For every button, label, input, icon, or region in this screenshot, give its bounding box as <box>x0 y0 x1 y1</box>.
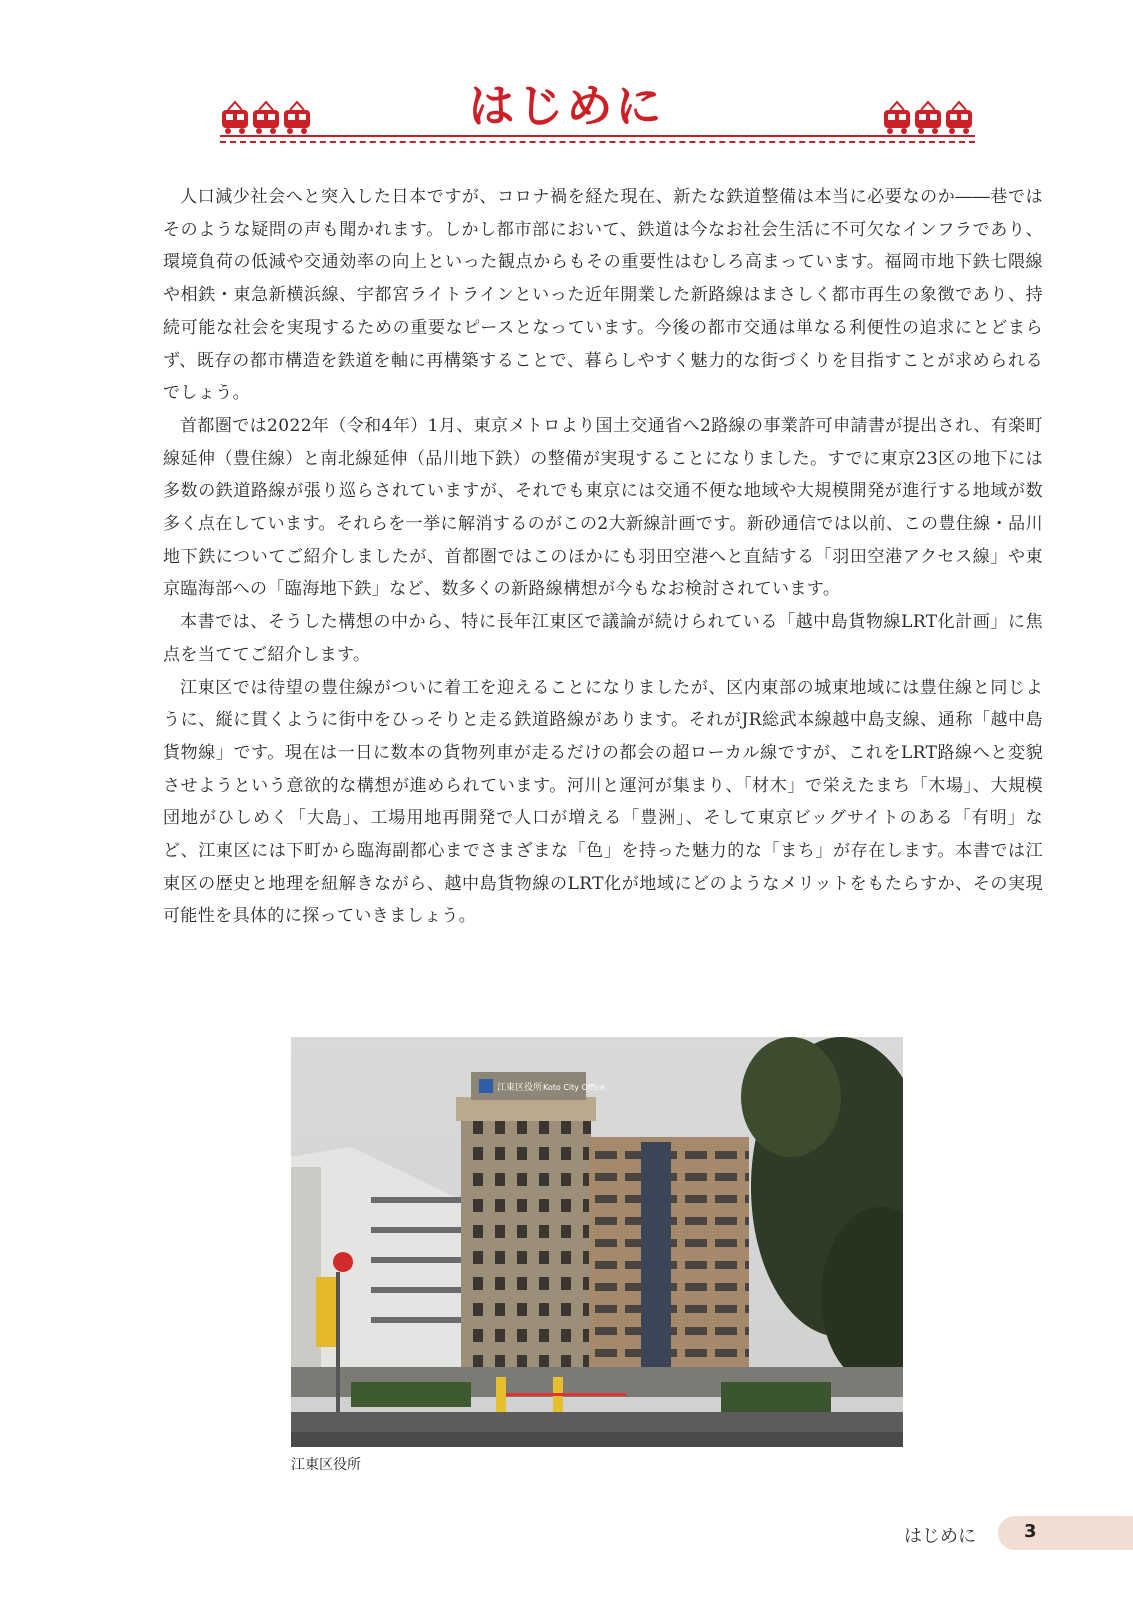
building-sign-jp: 江東区役所 <box>497 1083 543 1093</box>
body-text <box>163 181 1043 933</box>
running-footer-title: はじめに <box>904 1526 976 1547</box>
photo-caption: 江東区役所 <box>291 1457 361 1473</box>
page-number: 3 <box>1024 1521 1037 1542</box>
chapter-title: はじめに <box>468 79 665 133</box>
paragraph: 首都圏では2022年（令和4年）1月、東京メトロより国土交通省へ2路線の事業許可申請書が提出され、有楽町線延伸（豊住線）と南北線延伸（品川地下鉄）の整備が実現することになりました。すでに東京23区の地下には多数の鉄道路線が張り巡らされていますが、それでも東京には交通不便な地域や大規模開発が進行する地域が数多く点在しています。それらを一挙に解消するのがこの2大新線計画です。新砂通信では以前、この豊住線・品川地下鉄についてご紹介しましたが、首都圏ではこのほかにも羽田空港へと直結する「羽田空港アクセス線」や東京臨海部への「臨海地下鉄」など、数多くの新路線構想が今もなお検討されています。 <box>163 415 1043 600</box>
page-tab <box>998 1516 1133 1550</box>
koto-city-office-photo <box>291 1037 903 1447</box>
header-rule <box>220 135 975 143</box>
tram-icon <box>882 100 974 136</box>
paragraph: 人口減少社会へと突入した日本ですが、コロナ禍を経た現在、新たな鉄道整備は本当に必要なのか――巷ではそのような疑問の声も聞かれます。しかし都市部において、鉄道は今なお社会生活に不可欠なインフラであり、環境負荷の低減や交通効率の向上といった観点からもその重要性はむしろ高まっています。福岡市地下鉄七隈線や相鉄・東急新横浜線、宇都宮ライトラインといった近年開業した新路線はまさしく都市再生の象徴であり、持続可能な社会を実現するための重要なピースとなっています。今後の都市交通は単なる利便性の追求にとどまらず、既存の都市構造を鉄道を軸に再構築することで、暮らしやすく魅力的な街づくりを目指すことが求められるでしょう。 <box>163 187 1043 404</box>
paragraph: 江東区では待望の豊住線がついに着工を迎えることになりましたが、区内東部の城東地域には豊住線と同じように、縦に貫くように街中をひっそりと走る鉄道路線があります。それがJR総武本線越中島支線、通称「越中島貨物線」です。現在は一日に数本の貨物列車が走るだけの都会の超ローカル線ですが、これをLRT路線へと変貌させようという意欲的な構想が進められています。河川と運河が集まり、「材木」で栄えたまち「木場」、大規模団地がひしめく「大島」、工場用地再開発で人口が増える「豊洲」、そして東京ビッグサイトのある「有明」など、江東区には下町から臨海副都心までさまざまな「色」を持った魅力的な「まち」が存在します。本書では江東区の歴史と地理を紐解きながら、越中島貨物線のLRT化が地域にどのようなメリットをもたらすか、その実現可能性を具体的に探っていきましょう。 <box>163 677 1043 927</box>
paragraph: 本書では、そうした構想の中から、特に長年江東区で議論が続けられている「越中島貨物線LRT化計画」に焦点を当ててご紹介します。 <box>163 612 1043 665</box>
building-sign-en: Koto City Office <box>543 1083 605 1092</box>
